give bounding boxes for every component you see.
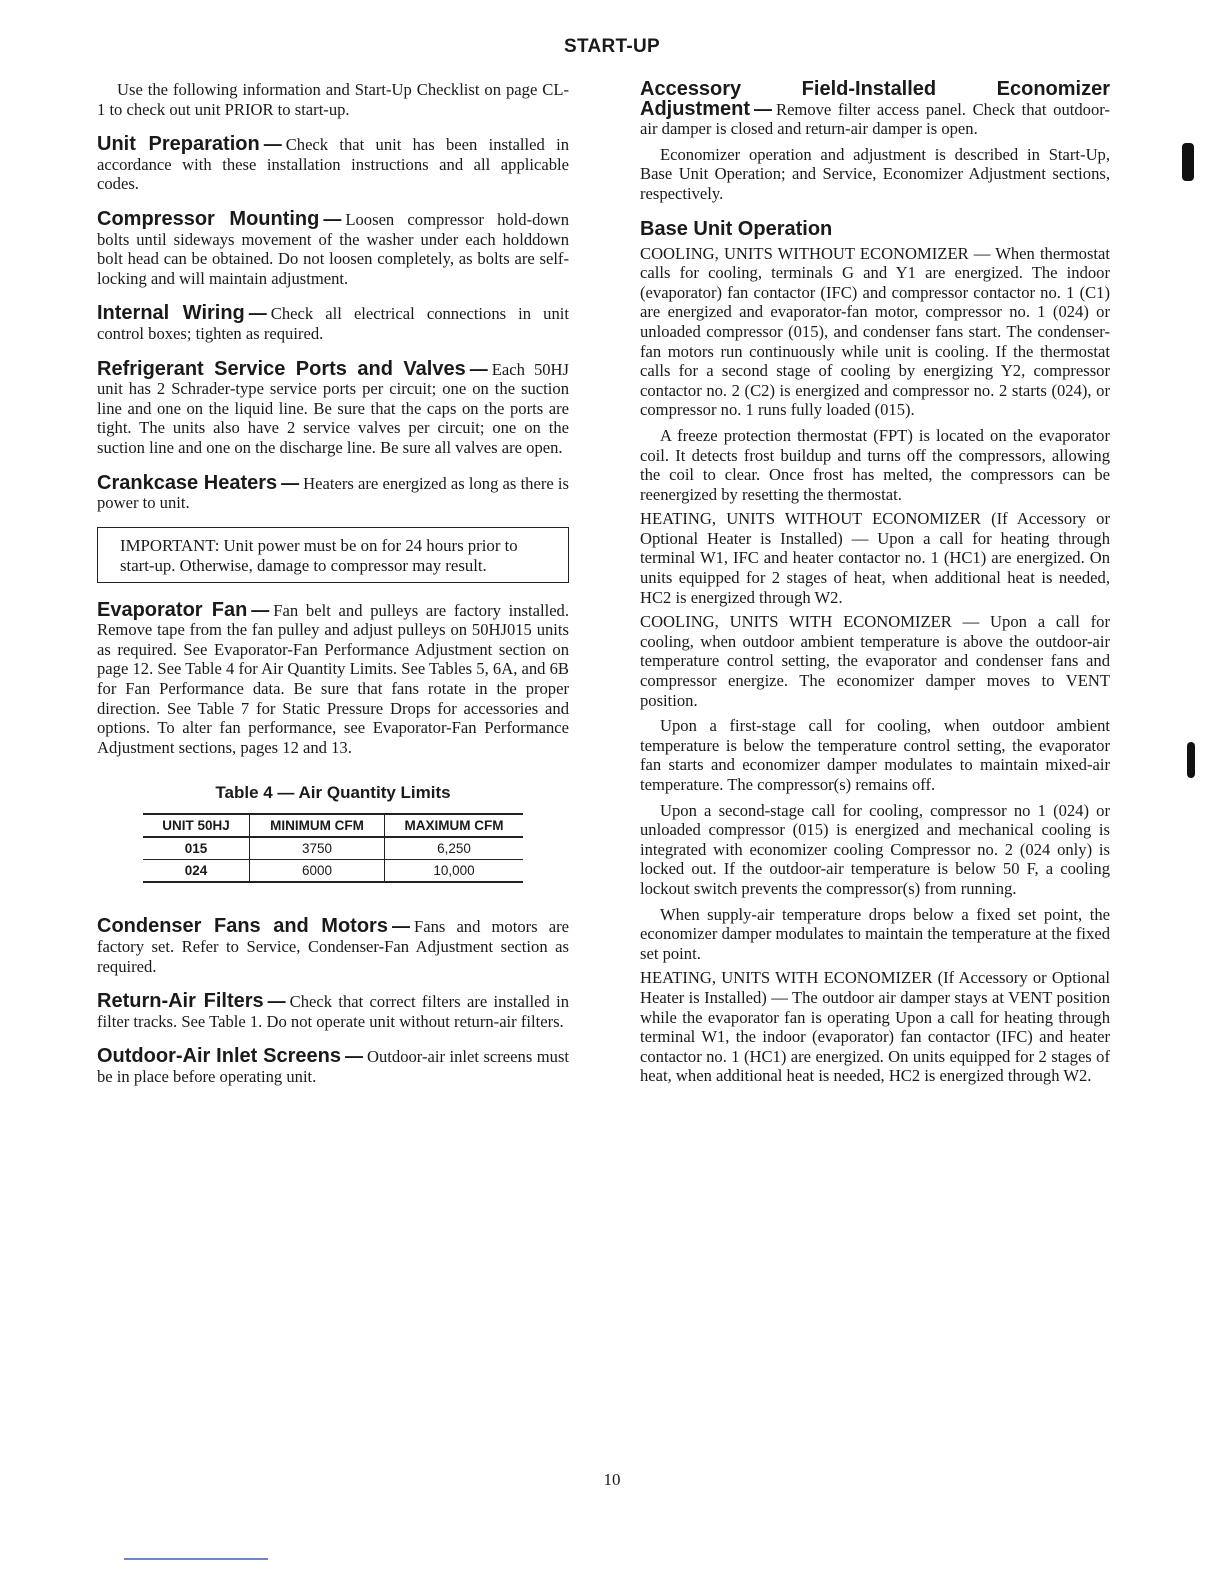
important-notice-box bbox=[97, 527, 569, 583]
footer-rule bbox=[124, 1558, 268, 1560]
accessory-economizer-heading: Accessory Field-Installed Economizer Adjustment bbox=[640, 78, 1110, 120]
accessory-economizer-body: Remove filter access panel. Check that outdoor-air damper is closed and return-air damper is open. bbox=[640, 99, 1110, 139]
heading-dash: — bbox=[248, 303, 267, 324]
evaporator-fan-section bbox=[97, 598, 570, 758]
compressor-mounting-section bbox=[97, 207, 569, 288]
air-quantity-table bbox=[143, 813, 523, 883]
unit-preparation-heading: Unit Preparation bbox=[97, 133, 260, 156]
punch-hole-mark bbox=[1187, 742, 1195, 778]
inlet-screens-body: Outdoor-air inlet screens must be in place before operating unit. bbox=[97, 1047, 570, 1086]
table-header-cell: MINIMUM CFM bbox=[250, 814, 385, 837]
heading-dash: — bbox=[469, 358, 488, 379]
heading-dash: — bbox=[754, 98, 772, 119]
accessory-economizer-paragraph-2: Economizer operation and adjustment is described in Start-Up, Base Unit Operation; and Service, Economizer Adjustment sections, respectively. bbox=[640, 144, 1110, 203]
unit-preparation-body: Check that unit has been installed in accordance with these installation instructions and all applicable codes. bbox=[97, 135, 569, 194]
important-notice-text: IMPORTANT: Unit power must be on for 24 hours prior to start-up. Otherwise, damage to compressor may result. bbox=[120, 535, 518, 575]
unit-preparation-section bbox=[97, 135, 569, 194]
heating-with-economizer-paragraph: HEATING, UNITS WITH ECONOMIZER (If Accessory or Optional Heater is Installed) — The outdoor air damper stays at VENT position while the evaporator fan is operating Upon a call for heating through terminal W1, the indoor (evaporator) fan contactor (IFC) and heater contactor no. 1 (HC1) are energized. On units equipped for 2 stages of heat, when additional heat is needed, HC2 is energized through W2. bbox=[640, 968, 1110, 1086]
condenser-fans-body: Fans and motors are factory set. Refer to Service, Condenser-Fan Adjustment section as required. bbox=[97, 917, 570, 976]
heating-without-economizer-paragraph: HEATING, UNITS WITHOUT ECONOMIZER (If Accessory or Optional Heater is Installed) — Upon a call for heating through terminal W1, IFC and heater contactor no. 1 (HC1) are energized. On units equipped for 2 stages of heat, when additional heat is needed, HC2 is energized through W2. bbox=[640, 509, 1110, 607]
freeze-protection-paragraph: A freeze protection thermostat (FPT) is located on the evaporator coil. It detects frost buildup and turns off the compressors, allowing the coil to clear. Once frost has melted, the compressors can be reenergized by resetting the thermostat. bbox=[640, 425, 1110, 504]
internal-wiring-section bbox=[97, 304, 569, 343]
heading-dash: — bbox=[263, 134, 282, 155]
page-number: 10 bbox=[603, 1470, 621, 1489]
page-header-title: START-UP bbox=[564, 36, 660, 57]
compressor-mounting-heading: Compressor Mounting bbox=[97, 207, 320, 230]
supply-air-temperature-paragraph: When supply-air temperature drops below a fixed set point, the economizer damper modulates to maintain the temperature at the fixed set point. bbox=[640, 904, 1110, 963]
base-unit-operation-heading: Base Unit Operation bbox=[640, 217, 833, 240]
table-cell: 3750 bbox=[250, 837, 385, 860]
inlet-screens-section bbox=[97, 1047, 569, 1086]
heading-dash: — bbox=[391, 916, 410, 937]
table-cell: 6000 bbox=[250, 860, 385, 883]
refrigerant-ports-body: Each 50HJ unit has 2 Schrader-type service ports per circuit; one on the suction line and one on the liquid line. Be sure that the caps on the ports are tight. The units also have 2 service valves per circuit; one on the suction line and one on the discharge line. Be sure all valves are open. bbox=[97, 359, 569, 457]
return-air-filters-heading: Return-Air Filters bbox=[97, 990, 264, 1013]
accessory-economizer-section bbox=[640, 80, 1110, 139]
refrigerant-ports-section bbox=[97, 357, 569, 458]
heading-dash: — bbox=[345, 1046, 364, 1067]
compressor-mounting-body: Loosen compressor hold-down bolts until sideways movement of the washer under each holddown bolt head can be obtained. Do not loosen completely, as bolts are self-locking and will maintain adjustment. bbox=[97, 209, 569, 288]
heading-dash: — bbox=[281, 472, 300, 493]
punch-hole-mark bbox=[1182, 143, 1194, 181]
first-stage-cooling-paragraph: Upon a first-stage call for cooling, when outdoor ambient temperature is below the temperature control setting, the evaporator fan starts and economizer damper modulates to maintain mixed-air temperature. The compressor(s) remains off. bbox=[640, 716, 1110, 794]
heading-dash: — bbox=[251, 599, 270, 620]
condenser-fans-heading: Condenser Fans and Motors bbox=[97, 915, 388, 938]
crankcase-heaters-body: Heaters are energized as long as there is power to unit. bbox=[97, 473, 569, 513]
heading-dash: — bbox=[267, 991, 286, 1012]
heading-dash: — bbox=[323, 208, 342, 229]
inlet-screens-heading: Outdoor-Air Inlet Screens bbox=[97, 1045, 342, 1068]
table-row bbox=[143, 837, 523, 860]
second-stage-cooling-paragraph: Upon a second-stage call for cooling, compressor no 1 (024) or unloaded compressor (015) is energized and mechanical cooling is integrated with economizer cooling Compressor no. 2 (024 only) is locked out. If the outdoor-air temperature is below 50 F, a cooling lockout switch prevents the compressor(s) from running. bbox=[640, 800, 1110, 898]
table-header-row bbox=[143, 814, 523, 837]
table-header-cell: MAXIMUM CFM bbox=[385, 814, 524, 837]
refrigerant-ports-heading: Refrigerant Service Ports and Valves bbox=[97, 357, 466, 380]
return-air-filters-section bbox=[97, 992, 569, 1031]
table-row bbox=[143, 860, 523, 883]
evaporator-fan-body: Fan belt and pulleys are factory installed. Remove tape from the fan pulley and adjust pulleys on 50HJ015 units as required. See Evaporator-Fan Performance Adjustment section on page 12. See Table 4 for Air Quantity Limits. See Tables 5, 6A, and 6B for Fan Performance data. Be sure that fans rotate in the proper direction. See Table 7 for Static Pressure Drops for accessories and options. To alter fan performance, see Evaporator-Fan Performance Adjustment sections, pages 12 and 13. bbox=[97, 600, 570, 757]
table-header-cell: UNIT 50HJ bbox=[143, 814, 250, 837]
crankcase-heaters-heading: Crankcase Heaters bbox=[97, 471, 278, 494]
table-cell: 024 bbox=[143, 860, 250, 883]
cooling-without-economizer-paragraph: COOLING, UNITS WITHOUT ECONOMIZER — When thermostat calls for cooling, terminals G and Y1 are energized. The indoor (evaporator) fan contactor (IFC) and compressor contactor no. 1 (C1) are energized and evaporator-fan motor, compressor no. 1 (024) or unloaded compressor (015), and condenser fans start. The condenser-fan motors run continuously while unit is cooling. If the thermostat calls for a second stage of cooling by energizing Y2, compressor contactor no. 2 (C2) is energized and compressor no. 2 starts (024), or compressor no. 1 runs fully loaded (015). bbox=[640, 243, 1110, 420]
crankcase-heaters-section bbox=[97, 471, 569, 513]
table-cell: 10,000 bbox=[385, 860, 524, 883]
cooling-with-economizer-paragraph: COOLING, UNITS WITH ECONOMIZER — Upon a call for cooling, when outdoor ambient temperature is above the outdoor-air temperature control setting, the evaporator and condenser fans and compressor energize. The economizer damper moves to VENT position. bbox=[640, 612, 1110, 710]
internal-wiring-heading: Internal Wiring bbox=[97, 302, 245, 325]
right-column bbox=[640, 80, 1110, 1086]
table-cell: 6,250 bbox=[385, 837, 524, 860]
left-column bbox=[97, 80, 569, 1087]
internal-wiring-body: Check all electrical connections in unit control boxes; tighten as required. bbox=[97, 304, 569, 343]
return-air-filters-body: Check that correct filters are installed in filter tracks. See Table 1. Do not operate unit without return-air filters. bbox=[97, 992, 569, 1031]
table-cell: 015 bbox=[143, 837, 250, 860]
condenser-fans-section bbox=[97, 917, 569, 976]
intro-paragraph: Use the following information and Start-Up Checklist on page CL-1 to check out unit PRIOR to start-up. bbox=[97, 80, 569, 119]
evaporator-fan-heading: Evaporator Fan bbox=[97, 598, 248, 621]
table-title: Table 4 — Air Quantity Limits bbox=[215, 783, 451, 803]
